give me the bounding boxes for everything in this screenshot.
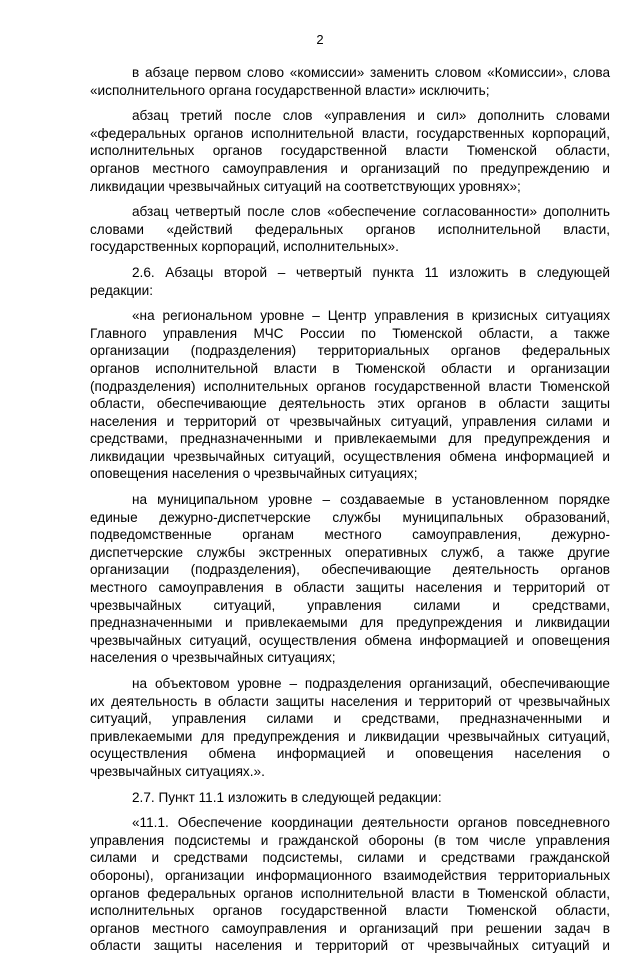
document-body <box>90 64 610 963</box>
paragraph-line: (подразделения) исполнительных органов государственной власти Тюменской <box>90 378 610 394</box>
paragraph-line: организации (подразделения), обеспечивающие деятельность органов <box>90 562 610 578</box>
paragraph-line: исполнительных органов государственной власти Тюменской области, <box>90 903 610 919</box>
paragraph <box>90 107 610 195</box>
paragraph-line: чрезвычайных ситуаций, осуществления обмена информацией и оповещения <box>90 632 610 648</box>
paragraph-line: оповещения населения о чрезвычайных ситуациях; <box>90 466 418 482</box>
paragraph-line: населения о чрезвычайных ситуациях; <box>90 650 336 666</box>
paragraph-line: местного самоуправления в области защиты населения и территорий от <box>90 580 610 596</box>
paragraph-line: единые дежурно-диспетчерские службы муниципальных образований, <box>90 509 610 525</box>
paragraph-line: подведомственные органам местного самоуправления, дежурно- <box>90 527 610 543</box>
paragraph-line: диспетчерские службы экстренных оперативных служб, а также другие <box>90 544 610 560</box>
paragraph-line: области, обеспечивающие деятельность этих органов в области защиты <box>90 396 610 412</box>
paragraph <box>90 203 610 256</box>
paragraph-line: чрезвычайных ситуаций, управления силами и средствами, <box>90 597 610 613</box>
paragraph-line: «исполнительного органа государственной власти» исключить; <box>90 82 490 98</box>
paragraph <box>90 675 610 781</box>
paragraph-line: ликвидации чрезвычайных ситуаций на соответствующих уровнях»; <box>90 178 521 194</box>
paragraph-line: населения и территорий от чрезвычайных ситуаций, управления силами и <box>90 413 610 429</box>
paragraph-line: их деятельность в области защиты населения и территорий от чрезвычайных <box>90 693 610 709</box>
paragraph-line: «федеральных органов исполнительной власти, государственных корпораций, <box>90 125 610 141</box>
paragraph-line: государственных корпораций, исполнительных». <box>90 239 399 255</box>
paragraph-line: средствами, предназначенными и привлекаемыми для предупреждения и <box>90 431 610 447</box>
paragraph-line: обороны), организации информационного взаимодействия территориальных <box>90 867 610 883</box>
paragraph <box>90 491 610 667</box>
paragraph-line: привлекаемыми для предупреждения и ликвидации чрезвычайных ситуаций, <box>90 728 610 744</box>
paragraph-line: предназначенными и привлекаемыми для предупреждения и ликвидации <box>90 615 610 631</box>
paragraph-line: на муниципальном уровне – создаваемые в установленном порядке <box>132 492 610 508</box>
paragraph <box>90 814 610 955</box>
paragraph-line: 2.6. Абзацы второй – четвертый пункта 11 изложить в следующей <box>132 264 610 280</box>
paragraph-line: редакции: <box>90 282 154 298</box>
paragraph <box>90 64 610 99</box>
paragraph-line: на объектовом уровне – подразделения организаций, обеспечивающие <box>132 676 610 691</box>
paragraph-line: чрезвычайных ситуациях.». <box>90 763 265 779</box>
paragraph-line: осуществления обмена информацией и оповещения населения о <box>90 746 610 762</box>
paragraph-line: области защиты населения и территорий от чрезвычайных ситуаций и <box>90 938 610 954</box>
paragraph <box>90 264 610 299</box>
paragraph-line: органов местного самоуправления и организаций при решении задач в <box>90 920 610 936</box>
paragraph-line: «на региональном уровне – Центр управления в кризисных ситуациях <box>132 308 610 324</box>
paragraph-line: исполнительных органов государственной власти Тюменской области, <box>90 143 610 159</box>
paragraph-line: ситуаций, управления силами и средствами, предназначенными и <box>90 711 610 727</box>
paragraph-line: органов исполнительной власти в Тюменской области и организации <box>90 360 610 376</box>
paragraph-line: словами «действий федеральных органов исполнительной власти, <box>90 221 610 237</box>
paragraph-line: «11.1. Обеспечение координации деятельности органов повседневного <box>132 815 610 831</box>
paragraph-line: Главного управления МЧС России по Тюменской области, а также <box>90 325 610 341</box>
paragraph-line: абзац четвертый после слов «обеспечение согласованности» дополнить <box>132 204 610 220</box>
paragraph-line: управления подсистемы и гражданской обороны (в том числе управления <box>90 832 610 848</box>
paragraph-line: организации (подразделения) территориальных органов федеральных <box>90 343 610 359</box>
paragraph-line: органов федеральных органов исполнительной власти в Тюменской области, <box>90 885 610 901</box>
paragraph-line: в абзаце первом слово «комиссии» заменить словом «Комиссии», слова <box>132 65 610 80</box>
paragraph-line: ликвидации чрезвычайных ситуаций, осуществления обмена информацией и <box>90 448 610 464</box>
page-number: 2 <box>316 32 324 47</box>
paragraph-line: органов местного самоуправления и организаций по предупреждению и <box>90 160 610 176</box>
paragraph-line: силами и средствами подсистемы, силами и средствами гражданской <box>90 850 610 866</box>
paragraph <box>90 789 610 807</box>
paragraph <box>90 307 610 483</box>
paragraph-line: 2.7. Пункт 11.1 изложить в следующей редакции: <box>132 789 442 805</box>
paragraph-line: абзац третий после слов «управления и сил» дополнить словами <box>132 108 610 124</box>
